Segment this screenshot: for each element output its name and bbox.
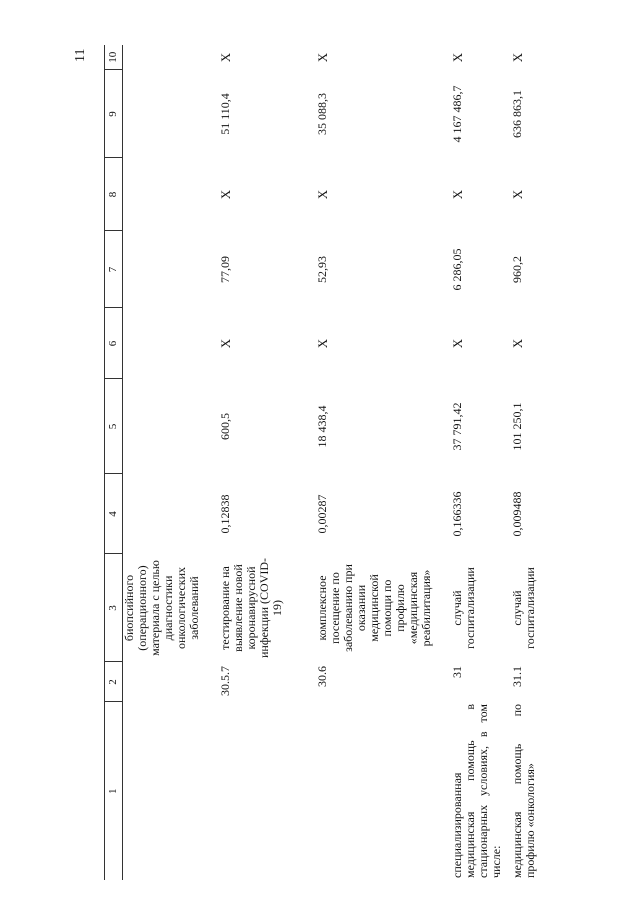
column-header-6: 6 <box>105 308 123 379</box>
row-name <box>316 702 451 880</box>
row-value-9: 4 167 486,7 <box>450 85 464 143</box>
row-name: медицинская помощь по профилю «онкология» <box>510 704 537 878</box>
row-unit: тестирование на выявление новой коронавирусной инфекции (COVID-19) <box>218 557 284 659</box>
row-value-7 <box>123 231 220 308</box>
row-value-6 <box>123 308 220 379</box>
row-value-9: 636 863,1 <box>510 90 524 138</box>
row-value-9 <box>123 70 220 158</box>
row-value-4: 0,12838 <box>218 494 232 534</box>
row-value-8: X <box>218 189 233 200</box>
row-value-8 <box>123 158 220 231</box>
row-value-6: X <box>450 338 465 349</box>
row-value-8: X <box>450 189 465 200</box>
row-value-9: 51 110,4 <box>218 93 232 135</box>
row-code: 30.5.7 <box>218 666 232 696</box>
row-value-4: 0,009488 <box>510 491 524 537</box>
row-name <box>123 702 220 880</box>
row-value-6: X <box>218 338 233 349</box>
row-value-4: 0,00287 <box>315 494 329 534</box>
row-value-6: X <box>510 338 525 349</box>
row-name: специализированная медицинская помощь в стационарных условиях, в том числе: <box>450 704 503 878</box>
row-unit: случай госпитализации <box>450 567 477 649</box>
row-value-6: X <box>315 338 330 349</box>
row-unit: биопсийного (операционного) материала с целью диагностики онкологических заболеваний <box>122 560 201 656</box>
row-value-5: 37 791,42 <box>450 402 464 451</box>
column-number-header-row <box>105 45 123 880</box>
column-header-3: 3 <box>105 554 123 662</box>
table-row <box>316 45 451 880</box>
row-value-10: X <box>450 52 465 63</box>
column-header-10: 10 <box>105 45 123 70</box>
row-value-7: 52,93 <box>315 256 329 283</box>
row-code: 31 <box>450 666 464 678</box>
row-unit: случай госпитализации <box>510 567 537 649</box>
table-row <box>219 45 316 880</box>
row-value-10: X <box>315 52 330 63</box>
row-unit: комплексное посещение по заболеванию при оказании медицинской помощи по профилю «медицинская реабилитация» <box>315 564 433 652</box>
row-name <box>219 702 316 880</box>
row-value-10: X <box>218 52 233 63</box>
row-value-7: 960,2 <box>510 256 524 283</box>
row-value-9: 35 088,3 <box>315 93 329 135</box>
column-header-2: 2 <box>105 662 123 702</box>
column-header-9: 9 <box>105 70 123 158</box>
page-number: 11 <box>73 48 88 62</box>
table-row <box>511 45 591 880</box>
table-row <box>123 45 220 880</box>
row-value-10: X <box>510 52 525 63</box>
row-value-5 <box>123 379 220 474</box>
column-header-1: 1 <box>105 702 123 880</box>
rotated-table-sheet <box>104 45 594 880</box>
row-value-8: X <box>315 189 330 200</box>
row-value-5: 18 438,4 <box>315 405 329 448</box>
row-value-4 <box>123 474 220 554</box>
row-value-5: 600,5 <box>218 413 232 440</box>
row-value-8: X <box>510 189 525 200</box>
row-value-10 <box>123 45 220 70</box>
column-header-7: 7 <box>105 231 123 308</box>
row-code: 31.1 <box>510 666 524 687</box>
row-value-5: 101 250,1 <box>510 402 524 451</box>
row-code: 30.6 <box>315 666 329 687</box>
table-row <box>451 45 511 880</box>
row-code <box>123 662 220 702</box>
column-header-4: 4 <box>105 474 123 554</box>
column-header-5: 5 <box>105 379 123 474</box>
column-header-8: 8 <box>105 158 123 231</box>
tariff-table <box>104 45 591 880</box>
row-value-7: 6 286,05 <box>450 248 464 291</box>
row-value-4: 0,166336 <box>450 491 464 537</box>
row-value-7: 77,09 <box>218 256 232 283</box>
